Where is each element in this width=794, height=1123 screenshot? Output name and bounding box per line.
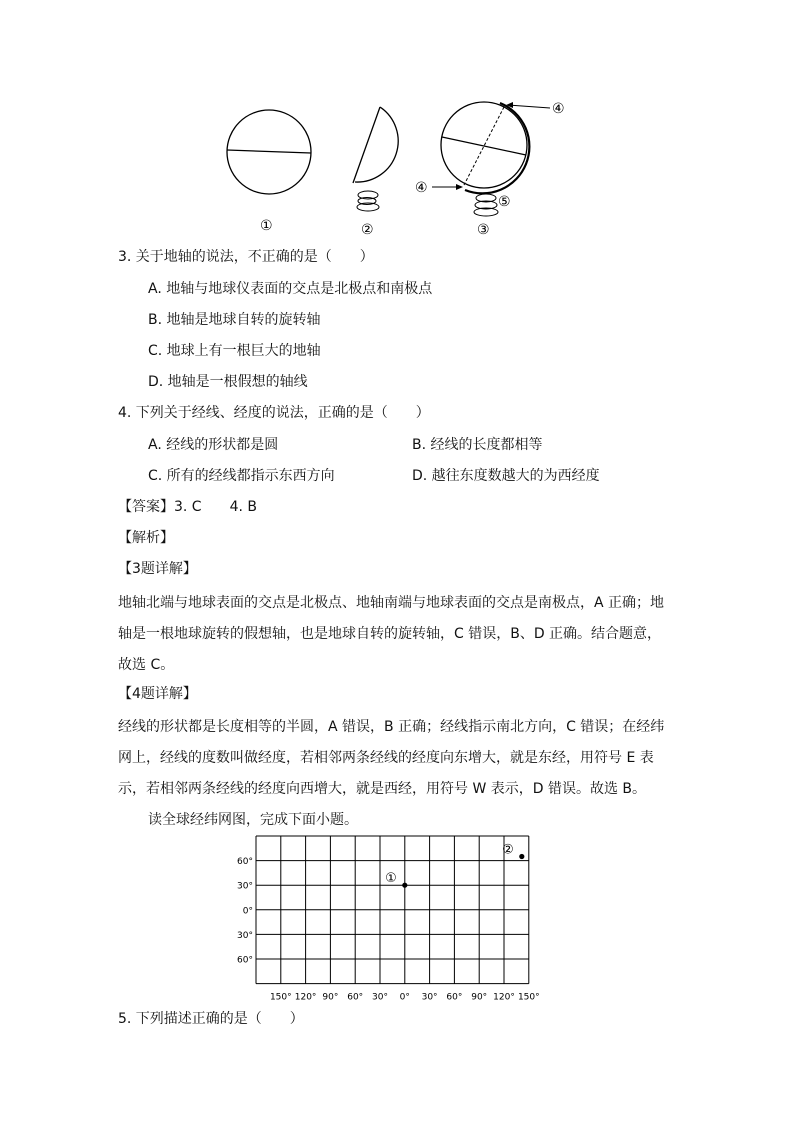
- figure-label-2: ②: [361, 222, 374, 238]
- q3-option-b: B. 地轴是地球自转的旋转轴: [148, 312, 321, 328]
- grid-point: [519, 854, 524, 859]
- analysis-header: 【解析】: [118, 530, 174, 546]
- q4-detail-1: 经线的形状都是长度相等的半圆，A 错误，B 正确；经线指示南北方向，C 错误；在经纬: [118, 719, 665, 735]
- latitude-label: 60°: [237, 857, 253, 868]
- q3-option-d: D. 地轴是一根假想的轴线: [148, 374, 308, 390]
- grid-point-label: ①: [385, 871, 397, 887]
- meridian-ring: [465, 103, 529, 193]
- q3-detail-1: 地轴北端与地球表面的交点是北极点、地轴南端与地球表面的交点是南极点，A 正确；地: [118, 595, 665, 611]
- q4-stem: 4. 下列关于经线、经度的说法，正确的是（ ）: [118, 405, 430, 421]
- equator-line-3: [442, 137, 526, 155]
- latitude-label: 30°: [237, 881, 253, 892]
- q4-detail-2: 网上，经线的度数叫做经度，若相邻两条经线的经度向东增大，就是东经，用符号 E 表: [118, 750, 654, 766]
- equator-line: [227, 150, 311, 153]
- arrow-left-head: [456, 184, 463, 190]
- longitude-label: 120°: [493, 992, 515, 1003]
- q4-detail-3: 示，若相邻两条经线的经度向西增大，就是西经，用符号 W 表示，D 错误。故选 B。: [118, 781, 647, 797]
- globe-figure: [210, 95, 590, 240]
- q5-stem: 5. 下列描述正确的是（ ）: [118, 1011, 304, 1027]
- longitude-label: 150°: [517, 992, 540, 1003]
- q4-option-a: A. 经线的形状都是圆: [148, 437, 279, 453]
- q4-detail-header: 【4题详解】: [118, 686, 197, 702]
- q3-option-a: A. 地轴与地球仪表面的交点是北极点和南极点: [148, 281, 433, 297]
- stand-icon-3: [474, 194, 498, 216]
- longitude-label: 90°: [322, 992, 339, 1003]
- q3-detail-header: 【3题详解】: [118, 561, 197, 577]
- latitude-label: 0°: [242, 906, 253, 917]
- grid-point: [402, 883, 407, 888]
- latitude-label: 30°: [237, 930, 253, 941]
- q3-detail-3: 故选 C。: [118, 657, 175, 673]
- longitude-label: 150°: [269, 992, 292, 1003]
- lat-lon-grid: [228, 830, 568, 1006]
- q4-option-d: D. 越往东度数越大的为西经度: [412, 468, 600, 484]
- axis-line-2: [353, 107, 380, 183]
- longitude-label: 90°: [471, 992, 488, 1003]
- pointer-label-top: ④: [552, 101, 565, 117]
- grid-point-label: ②: [502, 842, 514, 858]
- q3-stem: 3. 关于地轴的说法，不正确的是（ ）: [118, 249, 374, 265]
- longitude-label: 30°: [421, 992, 438, 1003]
- pointer-label-left: ④: [415, 180, 428, 196]
- figure-label-1: ①: [260, 218, 273, 234]
- intro-line: 读全球经纬网图，完成下面小题。: [148, 812, 358, 828]
- longitude-labels: [270, 993, 540, 1003]
- longitude-label: 60°: [347, 992, 364, 1003]
- grid-lines: [256, 836, 529, 984]
- latitude-label: 60°: [237, 955, 253, 966]
- latitude-labels: [237, 857, 253, 965]
- q3-detail-2: 轴是一根地球旋转的假想轴，也是地球自转的旋转轴，C 错误，B、D 正确。结合题意，: [118, 626, 662, 642]
- q3-option-c: C. 地球上有一根巨大的地轴: [148, 343, 321, 359]
- stand-icon-2: [357, 191, 379, 211]
- longitude-label: 120°: [294, 992, 317, 1003]
- answer-line: 【答案】3. C 4. B: [118, 499, 257, 515]
- longitude-label: 60°: [446, 992, 463, 1003]
- pointer-label-stand: ⑤: [498, 194, 511, 210]
- q4-option-c: C. 所有的经线都指示东西方向: [148, 468, 335, 484]
- figure-label-3: ③: [477, 222, 490, 238]
- longitude-label: 30°: [372, 992, 388, 1003]
- longitude-label: 0°: [399, 992, 410, 1003]
- arrow-top: [508, 105, 550, 108]
- q4-option-b: B. 经线的长度都相等: [412, 437, 543, 453]
